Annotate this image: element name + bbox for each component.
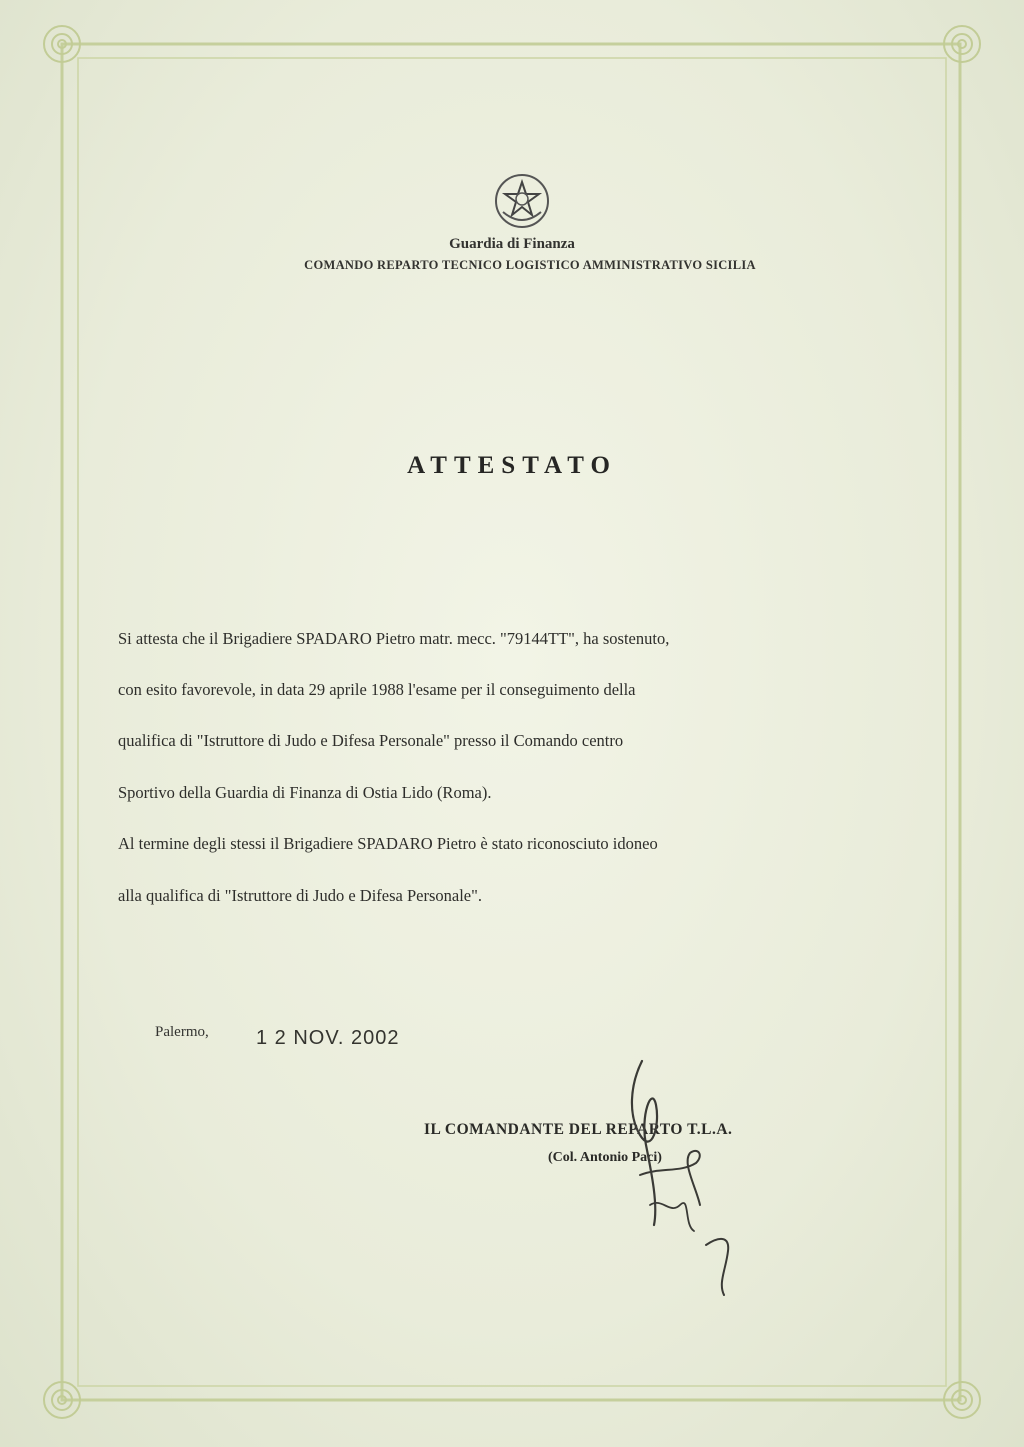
body-line: qualifica di "Istruttore di Judo e Difesa Personale" presso il Comando centro <box>118 731 624 750</box>
body-line: Sportivo della Guardia di Finanza di Ostia Lido (Roma). <box>118 783 492 802</box>
body-line: Si attesta che il Brigadiere SPADARO Pietro matr. mecc. "79144TT", ha sostenuto, <box>118 629 670 648</box>
body-line: Al termine degli stessi il Brigadiere SPADARO Pietro è stato riconosciuto idoneo <box>118 834 658 853</box>
department-name: COMANDO REPARTO TECNICO LOGISTICO AMMINISTRATIVO SICILIA <box>304 258 756 272</box>
body-line: con esito favorevole, in data 29 aprile 1988 l'esame per il conseguimento della <box>118 680 636 699</box>
date-stamp: 1 2 NOV. 2002 <box>256 1027 400 1049</box>
signatory-name: (Col. Antonio Paci) <box>548 1150 662 1165</box>
handwritten-signature <box>600 1055 780 1315</box>
place-label: Palermo, <box>155 1024 209 1040</box>
signatory-title: IL COMANDANTE DEL REPARTO T.L.A. <box>424 1121 733 1138</box>
body-line: alla qualifica di "Istruttore di Judo e Difesa Personale". <box>118 886 482 905</box>
organization-name: Guardia di Finanza <box>449 236 575 252</box>
italian-republic-emblem-icon <box>493 172 551 230</box>
document-title: ATTESTATO <box>407 452 617 479</box>
